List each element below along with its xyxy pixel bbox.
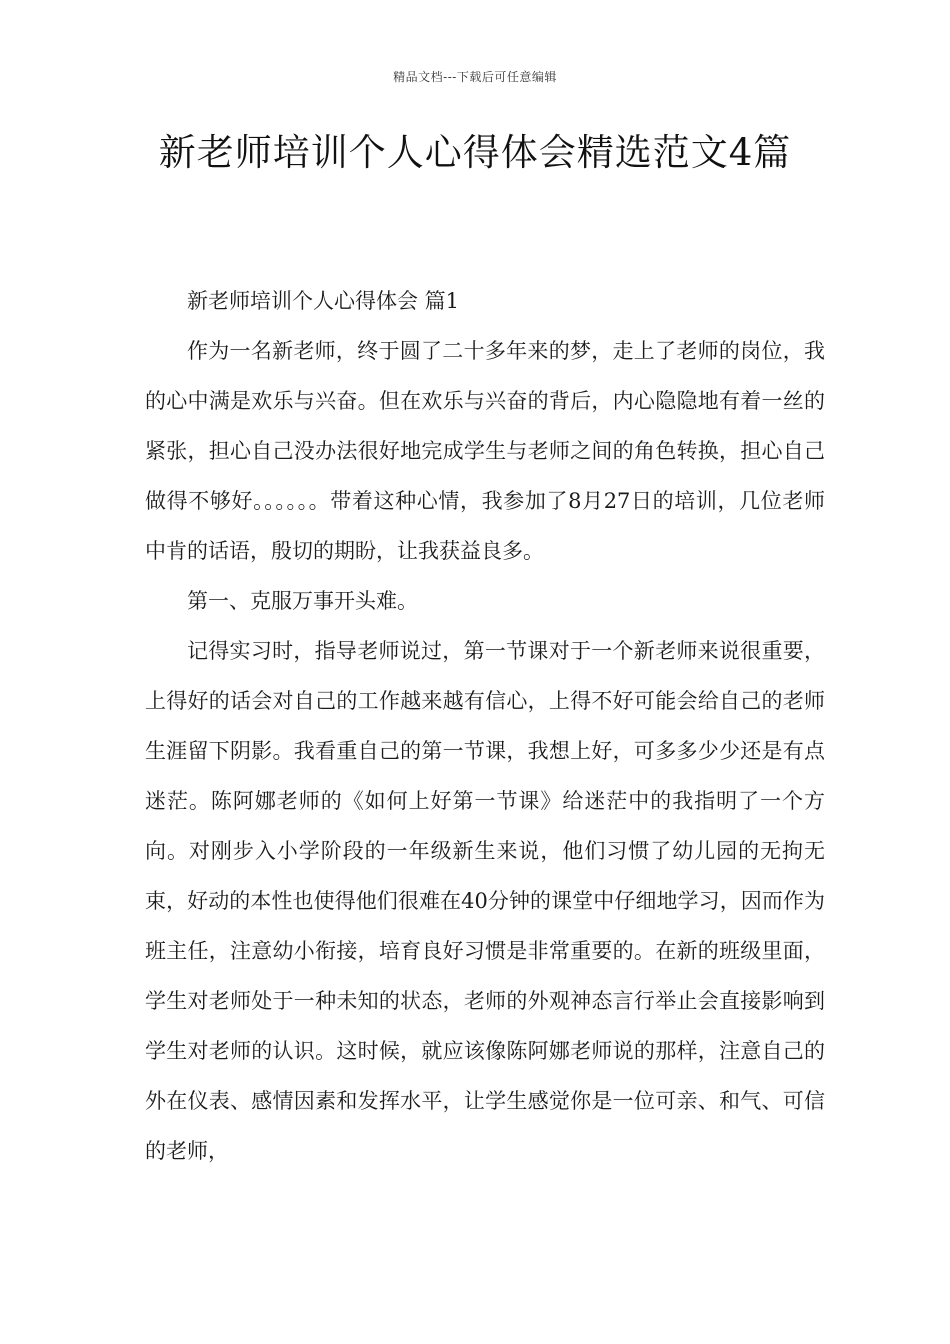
header-note: 精品文档---下载后可任意编辑 [393,70,557,84]
paragraph: 作为一名新老师，终于圆了二十多年来的梦，走上了老师的岗位，我的心中满是欢乐与兴奋。但在欢乐与兴奋的背后，内心隐隐地有着一丝的紧张，担心自己没办法很好地完成学生与老师之间的角色转换，担心自己做得不够好。。。。。。带着这种心情，我参加了8月27日的培训，几位老师中肯的话语，殷切的期盼，让我获益良多。 [145,339,825,563]
document-title: 新老师培训个人心得体会精选范文4篇 [158,131,792,174]
subsection-heading: 第一、克服万事开头难。 [187,589,418,613]
document-body [145,276,825,1176]
section-heading: 新老师培训个人心得体会 篇1 [187,289,460,313]
paragraph: 记得实习时，指导老师说过，第一节课对于一个新老师来说很重要，上得好的话会对自己的工作越来越有信心，上得不好可能会给自己的老师生涯留下阴影。我看重自己的第一节课，我想上好，可多多少少还是有点迷茫。陈阿娜老师的《如何上好第一节课》给迷茫中的我指明了一个方向。对刚步入小学阶段的一年级新生来说，他们习惯了幼儿园的无拘无束，好动的本性也使得他们很难在40分钟的课堂中仔细地学习，因而作为班主任，注意幼小衔接，培育良好习惯是非常重要的。在新的班级里面，学生对老师处于一种未知的状态，老师的外观神态言行举止会直接影响到学生对老师的认识。这时候，就应该像陈阿娜老师说的那样，注意自己的外在仪表、感情因素和发挥水平，让学生感觉你是一位可亲、和气、可信的老师， [145,639,825,1163]
